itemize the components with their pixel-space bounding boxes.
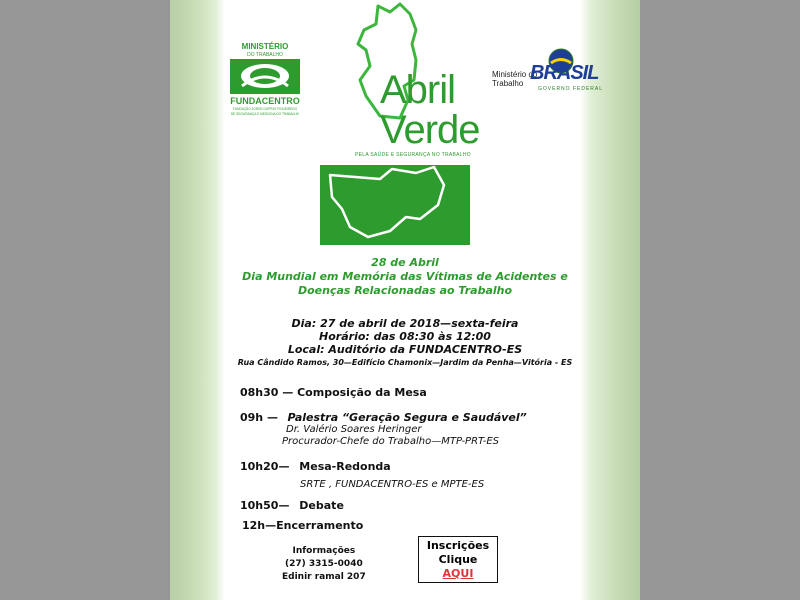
info-contact: Edinir ramal 207: [282, 572, 366, 582]
headline-line2: Dia Mundial em Memória das Vítimas de Acidentes e: [242, 270, 568, 283]
schedule-item-4: [240, 499, 344, 512]
schedule-item-2-time: 09h —: [240, 411, 278, 424]
logo-fundacentro-sub2: DE SEGURANÇA E MEDICINA DO TRABALHO: [230, 112, 300, 116]
schedule-item-3-participants: SRTE , FUNDACENTRO-ES e MPTE-ES: [300, 479, 485, 490]
info-phone: (27) 3315-0040: [285, 559, 363, 569]
event-time: Horário: das 08:30 às 12:00: [319, 330, 491, 343]
schedule-item-1: 08h30 — Composição da Mesa: [240, 386, 427, 399]
brand-verde-text: Verde: [380, 108, 480, 152]
logo-ministerio-sub: DO TRABALHO: [247, 52, 283, 58]
inscricoes-title: Inscrições: [426, 539, 490, 552]
schedule-item-2-role: Procurador-Chefe do Trabalho—MTP-PRT-ES: [282, 436, 499, 447]
schedule-item-5: 12h—Encerramento: [242, 519, 364, 532]
headline-line3: Doenças Relacionadas ao Trabalho: [297, 284, 513, 297]
event-place: Local: Auditório da FUNDACENTRO-ES: [287, 343, 523, 356]
mt-line2: Trabalho: [492, 79, 524, 88]
info-block: [282, 545, 366, 584]
headline-date: 28 de Abril: [371, 256, 439, 269]
green-map-panel-icon: [320, 165, 470, 245]
headline-block: [170, 256, 640, 298]
schedule-item-4-time: 10h50—: [240, 499, 290, 512]
event-poster: [170, 0, 640, 600]
inscricoes-click: Clique: [438, 553, 478, 566]
schedule-item-3-time: 10h20—: [240, 460, 290, 473]
logo-fundacentro-text: FUNDACENTRO: [230, 96, 300, 106]
inscricoes-link[interactable]: AQUI: [442, 567, 474, 580]
schedule-item-3: [240, 460, 391, 473]
brasil-logo-sub: GOVERNO FEDERAL: [538, 86, 604, 92]
schedule-item-4-title: Debate: [299, 499, 344, 512]
event-day: Dia: 27 de abril de 2018—sexta-feira: [291, 317, 519, 330]
info-title: Informações: [292, 546, 356, 556]
logo-ministerio-text: MINISTÉRIO: [241, 42, 289, 51]
brand-tagline: PELA SAÚDE E SEGURANÇA NO TRABALHO: [355, 152, 471, 158]
inscricoes-box: [418, 536, 498, 583]
event-details: [170, 317, 640, 369]
brasil-logo-text: BRASIL: [530, 62, 599, 84]
schedule-item-3-title: Mesa-Redonda: [299, 460, 391, 473]
schedule-item-2: [240, 411, 527, 424]
brand-abril-text: Abril: [380, 68, 456, 112]
mt-line1: Ministério do: [492, 70, 538, 79]
schedule-item-2-title: Palestra “Geração Segura e Saudável”: [287, 411, 527, 424]
fundacentro-logo: [222, 40, 308, 118]
logo-fundacentro-sub1: FUNDAÇÃO JORGE DUPRAT FIGUEIREDO: [232, 107, 298, 111]
event-address: Rua Cândido Ramos, 30—Edifício Chamonix—Jardim da Penha—Vitória - ES: [237, 358, 573, 367]
schedule-item-2-speaker: Dr. Valério Soares Heringer: [286, 424, 422, 435]
